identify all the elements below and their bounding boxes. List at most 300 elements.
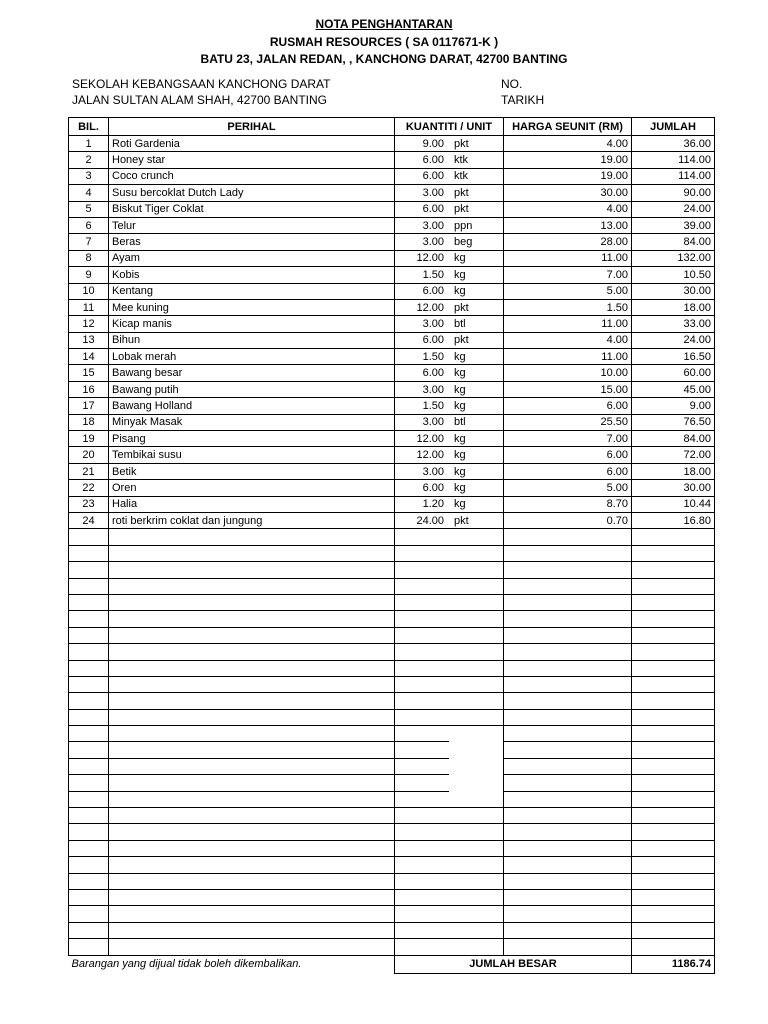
- row-amount: 30.00: [632, 480, 715, 496]
- row-bil: 21: [69, 463, 109, 479]
- row-amount: 16.50: [632, 349, 715, 365]
- empty-cell: [504, 627, 632, 643]
- empty-cell: [395, 906, 450, 922]
- empty-cell: [109, 693, 395, 709]
- empty-row: [69, 709, 715, 725]
- table-row: [69, 381, 715, 397]
- row-unit-price: 28.00: [504, 234, 632, 250]
- empty-cell: [449, 545, 504, 561]
- row-quantity: 12.00: [395, 250, 450, 266]
- row-unit: kg: [449, 431, 504, 447]
- document-date-label: TARIKH: [501, 93, 545, 107]
- row-perihal: Honey star: [109, 152, 395, 168]
- row-quantity: 3.00: [395, 463, 450, 479]
- empty-cell: [632, 709, 715, 725]
- table-row: [69, 496, 715, 512]
- row-unit-price: 11.00: [504, 349, 632, 365]
- empty-cell: [69, 726, 109, 742]
- table-row: [69, 480, 715, 496]
- row-perihal: Susu bercoklat Dutch Lady: [109, 185, 395, 201]
- empty-cell: [504, 906, 632, 922]
- empty-cell: [632, 578, 715, 594]
- empty-cell: [449, 627, 504, 643]
- empty-cell: [69, 594, 109, 610]
- row-unit-price: 10.00: [504, 365, 632, 381]
- row-unit: kg: [449, 496, 504, 512]
- empty-cell: [504, 939, 632, 955]
- row-quantity: 3.00: [395, 381, 450, 397]
- row-perihal: Tembikai susu: [109, 447, 395, 463]
- empty-cell: [69, 545, 109, 561]
- table-row: [69, 185, 715, 201]
- row-unit: ktk: [449, 168, 504, 184]
- empty-row: [69, 906, 715, 922]
- empty-cell: [632, 840, 715, 856]
- row-unit: kg: [449, 398, 504, 414]
- empty-cell: [449, 578, 504, 594]
- row-amount: 16.80: [632, 512, 715, 528]
- empty-cell: [504, 693, 632, 709]
- empty-cell: [504, 545, 632, 561]
- empty-cell: [69, 922, 109, 938]
- row-quantity: 1.20: [395, 496, 450, 512]
- row-unit-price: 1.50: [504, 299, 632, 315]
- empty-cell: [395, 742, 450, 758]
- empty-cell: [395, 889, 450, 905]
- row-quantity: 1.50: [395, 349, 450, 365]
- empty-cell: [109, 775, 395, 791]
- row-perihal: Biskut Tiger Coklat: [109, 201, 395, 217]
- empty-cell: [69, 824, 109, 840]
- empty-cell: [632, 791, 715, 807]
- row-amount: 90.00: [632, 185, 715, 201]
- table-row: [69, 152, 715, 168]
- row-perihal: Kentang: [109, 283, 395, 299]
- row-bil: 22: [69, 480, 109, 496]
- empty-cell: [69, 709, 109, 725]
- table-row: [69, 217, 715, 233]
- empty-cell: [504, 562, 632, 578]
- recipient-address: JALAN SULTAN ALAM SHAH, 42700 BANTING: [72, 93, 327, 107]
- row-unit: btl: [449, 316, 504, 332]
- row-unit: pkt: [449, 332, 504, 348]
- empty-cell: [109, 644, 395, 660]
- row-unit: pkt: [449, 185, 504, 201]
- row-perihal: roti berkrim coklat dan jungung: [109, 512, 395, 528]
- row-unit-price: 13.00: [504, 217, 632, 233]
- row-quantity: 6.00: [395, 283, 450, 299]
- empty-cell: [69, 939, 109, 955]
- empty-cell: [449, 840, 504, 856]
- empty-cell: [632, 906, 715, 922]
- row-quantity: 3.00: [395, 234, 450, 250]
- empty-row: [69, 578, 715, 594]
- empty-cell: [395, 791, 450, 807]
- empty-cell: [395, 660, 450, 676]
- row-quantity: 6.00: [395, 332, 450, 348]
- empty-cell: [395, 545, 450, 561]
- table-row: [69, 431, 715, 447]
- row-perihal: Bawang putih: [109, 381, 395, 397]
- row-bil: 15: [69, 365, 109, 381]
- empty-cell: [504, 742, 632, 758]
- empty-cell: [395, 594, 450, 610]
- row-unit: kg: [449, 480, 504, 496]
- row-bil: 6: [69, 217, 109, 233]
- empty-cell: [395, 676, 450, 692]
- empty-cell: [109, 594, 395, 610]
- row-unit-price: 0.70: [504, 512, 632, 528]
- empty-cell: [632, 873, 715, 889]
- empty-row: [69, 873, 715, 889]
- empty-cell: [449, 939, 504, 955]
- header-kuantiti: KUANTITI / UNIT: [395, 118, 504, 136]
- empty-cell: [632, 726, 715, 742]
- empty-row: [69, 676, 715, 692]
- header-harga: HARGA SEUNIT (RM): [504, 118, 632, 136]
- empty-cell: [109, 889, 395, 905]
- empty-cell: [69, 627, 109, 643]
- row-amount: 24.00: [632, 201, 715, 217]
- row-amount: 84.00: [632, 234, 715, 250]
- row-perihal: Roti Gardenia: [109, 136, 395, 152]
- empty-cell: [109, 709, 395, 725]
- table-row: [69, 463, 715, 479]
- empty-cell: [109, 627, 395, 643]
- row-amount: 9.00: [632, 398, 715, 414]
- empty-cell: [109, 578, 395, 594]
- empty-cell: [109, 922, 395, 938]
- row-perihal: Oren: [109, 480, 395, 496]
- empty-cell: [504, 644, 632, 660]
- table-row: [69, 283, 715, 299]
- header-jumlah: JUMLAH: [632, 118, 715, 136]
- empty-row: [69, 742, 715, 758]
- row-bil: 9: [69, 267, 109, 283]
- row-quantity: 6.00: [395, 168, 450, 184]
- empty-row: [69, 562, 715, 578]
- empty-cell: [632, 611, 715, 627]
- empty-cell: [449, 709, 504, 725]
- empty-cell: [504, 840, 632, 856]
- table-row: [69, 299, 715, 315]
- row-unit-price: 7.00: [504, 431, 632, 447]
- empty-cell: [69, 693, 109, 709]
- empty-cell: [69, 578, 109, 594]
- delivery-table-container: [68, 117, 715, 974]
- empty-row: [69, 939, 715, 955]
- empty-row: [69, 660, 715, 676]
- row-perihal: Pisang: [109, 431, 395, 447]
- return-policy-note: Barangan yang dijual tidak boleh dikembalikan.: [71, 958, 302, 971]
- row-unit-price: 11.00: [504, 316, 632, 332]
- grand-total-label: JUMLAH BESAR: [395, 955, 632, 973]
- row-bil: 7: [69, 234, 109, 250]
- row-bil: 10: [69, 283, 109, 299]
- row-unit-price: 4.00: [504, 201, 632, 217]
- empty-cell: [109, 840, 395, 856]
- empty-cell: [504, 529, 632, 545]
- table-row: [69, 332, 715, 348]
- row-bil: 1: [69, 136, 109, 152]
- empty-cell: [395, 529, 450, 545]
- row-amount: 60.00: [632, 365, 715, 381]
- row-quantity: 6.00: [395, 201, 450, 217]
- row-bil: 2: [69, 152, 109, 168]
- empty-cell: [449, 922, 504, 938]
- row-bil: 18: [69, 414, 109, 430]
- empty-row: [69, 775, 715, 791]
- table-row: [69, 447, 715, 463]
- row-unit-price: 15.00: [504, 381, 632, 397]
- empty-cell: [504, 660, 632, 676]
- empty-cell: [504, 758, 632, 774]
- empty-cell: [449, 824, 504, 840]
- row-amount: 33.00: [632, 316, 715, 332]
- table-row: [69, 168, 715, 184]
- empty-cell: [109, 824, 395, 840]
- table-header-row: [69, 118, 715, 136]
- row-unit-price: 30.00: [504, 185, 632, 201]
- row-amount: 114.00: [632, 152, 715, 168]
- empty-cell: [69, 742, 109, 758]
- row-bil: 16: [69, 381, 109, 397]
- row-perihal: Kobis: [109, 267, 395, 283]
- row-unit: ppn: [449, 217, 504, 233]
- empty-cell: [449, 758, 504, 774]
- delivery-table: [68, 117, 715, 974]
- row-unit: pkt: [449, 299, 504, 315]
- row-amount: 24.00: [632, 332, 715, 348]
- row-unit-price: 4.00: [504, 136, 632, 152]
- row-quantity: 12.00: [395, 299, 450, 315]
- empty-cell: [449, 693, 504, 709]
- document-number-label: NO.: [501, 77, 523, 91]
- empty-cell: [449, 611, 504, 627]
- row-bil: 20: [69, 447, 109, 463]
- empty-cell: [449, 594, 504, 610]
- empty-cell: [632, 693, 715, 709]
- row-bil: 5: [69, 201, 109, 217]
- row-amount: 10.50: [632, 267, 715, 283]
- row-amount: 45.00: [632, 381, 715, 397]
- row-quantity: 12.00: [395, 431, 450, 447]
- empty-row: [69, 840, 715, 856]
- row-amount: 39.00: [632, 217, 715, 233]
- row-perihal: Bihun: [109, 332, 395, 348]
- empty-cell: [449, 660, 504, 676]
- empty-cell: [449, 889, 504, 905]
- empty-cell: [109, 726, 395, 742]
- empty-row: [69, 889, 715, 905]
- empty-cell: [109, 660, 395, 676]
- grand-total-value: 1186.74: [632, 955, 715, 973]
- empty-cell: [504, 857, 632, 873]
- row-quantity: 1.50: [395, 398, 450, 414]
- header-perihal: PERIHAL: [109, 118, 395, 136]
- row-unit: pkt: [449, 201, 504, 217]
- empty-cell: [504, 889, 632, 905]
- empty-cell: [109, 611, 395, 627]
- row-perihal: Halia: [109, 496, 395, 512]
- row-unit: kg: [449, 349, 504, 365]
- row-unit-price: 19.00: [504, 152, 632, 168]
- row-bil: 4: [69, 185, 109, 201]
- empty-cell: [449, 726, 504, 742]
- row-unit: kg: [449, 267, 504, 283]
- empty-cell: [632, 808, 715, 824]
- empty-cell: [69, 758, 109, 774]
- row-unit-price: 7.00: [504, 267, 632, 283]
- row-amount: 30.00: [632, 283, 715, 299]
- empty-cell: [632, 627, 715, 643]
- row-unit: ktk: [449, 152, 504, 168]
- empty-cell: [395, 840, 450, 856]
- row-quantity: 6.00: [395, 152, 450, 168]
- empty-cell: [395, 922, 450, 938]
- row-perihal: Bawang besar: [109, 365, 395, 381]
- empty-cell: [109, 529, 395, 545]
- empty-cell: [109, 808, 395, 824]
- row-unit: pkt: [449, 512, 504, 528]
- empty-cell: [504, 824, 632, 840]
- row-perihal: Mee kuning: [109, 299, 395, 315]
- company-address: BATU 23, JALAN REDAN, , KANCHONG DARAT, 42700 BANTING: [200, 52, 568, 66]
- row-unit-price: 6.00: [504, 463, 632, 479]
- row-bil: 19: [69, 431, 109, 447]
- row-bil: 13: [69, 332, 109, 348]
- row-perihal: Coco crunch: [109, 168, 395, 184]
- empty-cell: [109, 873, 395, 889]
- row-unit-price: 5.00: [504, 480, 632, 496]
- row-unit-price: 11.00: [504, 250, 632, 266]
- empty-cell: [69, 660, 109, 676]
- row-perihal: Betik: [109, 463, 395, 479]
- row-quantity: 3.00: [395, 185, 450, 201]
- row-amount: 132.00: [632, 250, 715, 266]
- empty-row: [69, 857, 715, 873]
- row-amount: 18.00: [632, 463, 715, 479]
- empty-cell: [395, 857, 450, 873]
- row-quantity: 9.00: [395, 136, 450, 152]
- table-row: [69, 267, 715, 283]
- row-bil: 24: [69, 512, 109, 528]
- row-quantity: 1.50: [395, 267, 450, 283]
- empty-cell: [69, 889, 109, 905]
- empty-cell: [504, 676, 632, 692]
- row-bil: 23: [69, 496, 109, 512]
- row-quantity: 3.00: [395, 414, 450, 430]
- empty-cell: [395, 709, 450, 725]
- row-perihal: Bawang Holland: [109, 398, 395, 414]
- row-amount: 18.00: [632, 299, 715, 315]
- empty-cell: [69, 644, 109, 660]
- empty-cell: [449, 808, 504, 824]
- row-unit-price: 4.00: [504, 332, 632, 348]
- empty-cell: [632, 660, 715, 676]
- row-unit-price: 5.00: [504, 283, 632, 299]
- company-name: RUSMAH RESOURCES ( SA 0117671-K ): [269, 35, 499, 49]
- table-row: [69, 201, 715, 217]
- row-bil: 12: [69, 316, 109, 332]
- empty-cell: [395, 873, 450, 889]
- document-title: NOTA PENGHANTARAN: [315, 17, 453, 31]
- empty-cell: [504, 594, 632, 610]
- empty-cell: [395, 611, 450, 627]
- empty-row: [69, 922, 715, 938]
- row-perihal: Ayam: [109, 250, 395, 266]
- empty-cell: [109, 857, 395, 873]
- empty-cell: [504, 726, 632, 742]
- table-row: [69, 250, 715, 266]
- row-amount: 84.00: [632, 431, 715, 447]
- row-perihal: Kicap manis: [109, 316, 395, 332]
- empty-cell: [109, 906, 395, 922]
- empty-cell: [109, 676, 395, 692]
- empty-cell: [109, 742, 395, 758]
- empty-cell: [109, 545, 395, 561]
- empty-cell: [449, 775, 504, 791]
- empty-cell: [504, 873, 632, 889]
- empty-cell: [504, 709, 632, 725]
- row-perihal: Telur: [109, 217, 395, 233]
- row-unit: kg: [449, 365, 504, 381]
- empty-cell: [69, 529, 109, 545]
- empty-cell: [395, 562, 450, 578]
- row-unit: kg: [449, 381, 504, 397]
- empty-cell: [109, 791, 395, 807]
- empty-cell: [395, 627, 450, 643]
- row-quantity: 3.00: [395, 217, 450, 233]
- empty-cell: [632, 775, 715, 791]
- empty-row: [69, 824, 715, 840]
- row-quantity: 6.00: [395, 480, 450, 496]
- empty-cell: [632, 742, 715, 758]
- empty-cell: [395, 939, 450, 955]
- row-amount: 36.00: [632, 136, 715, 152]
- empty-cell: [395, 758, 450, 774]
- row-bil: 11: [69, 299, 109, 315]
- row-unit: kg: [449, 250, 504, 266]
- row-amount: 10.44: [632, 496, 715, 512]
- empty-row: [69, 644, 715, 660]
- empty-cell: [109, 939, 395, 955]
- empty-cell: [449, 873, 504, 889]
- row-unit: kg: [449, 283, 504, 299]
- empty-cell: [395, 808, 450, 824]
- row-quantity: 3.00: [395, 316, 450, 332]
- empty-cell: [632, 676, 715, 692]
- row-amount: 114.00: [632, 168, 715, 184]
- row-bil: 14: [69, 349, 109, 365]
- empty-cell: [69, 857, 109, 873]
- row-perihal: Minyak Masak: [109, 414, 395, 430]
- row-unit: beg: [449, 234, 504, 250]
- empty-cell: [449, 906, 504, 922]
- table-row: [69, 316, 715, 332]
- row-unit: pkt: [449, 136, 504, 152]
- empty-cell: [395, 644, 450, 660]
- empty-cell: [632, 922, 715, 938]
- empty-cell: [449, 562, 504, 578]
- empty-row: [69, 529, 715, 545]
- row-unit-price: 6.00: [504, 447, 632, 463]
- table-footer-row: [69, 955, 715, 973]
- table-row: [69, 512, 715, 528]
- empty-cell: [632, 529, 715, 545]
- empty-row: [69, 808, 715, 824]
- row-amount: 72.00: [632, 447, 715, 463]
